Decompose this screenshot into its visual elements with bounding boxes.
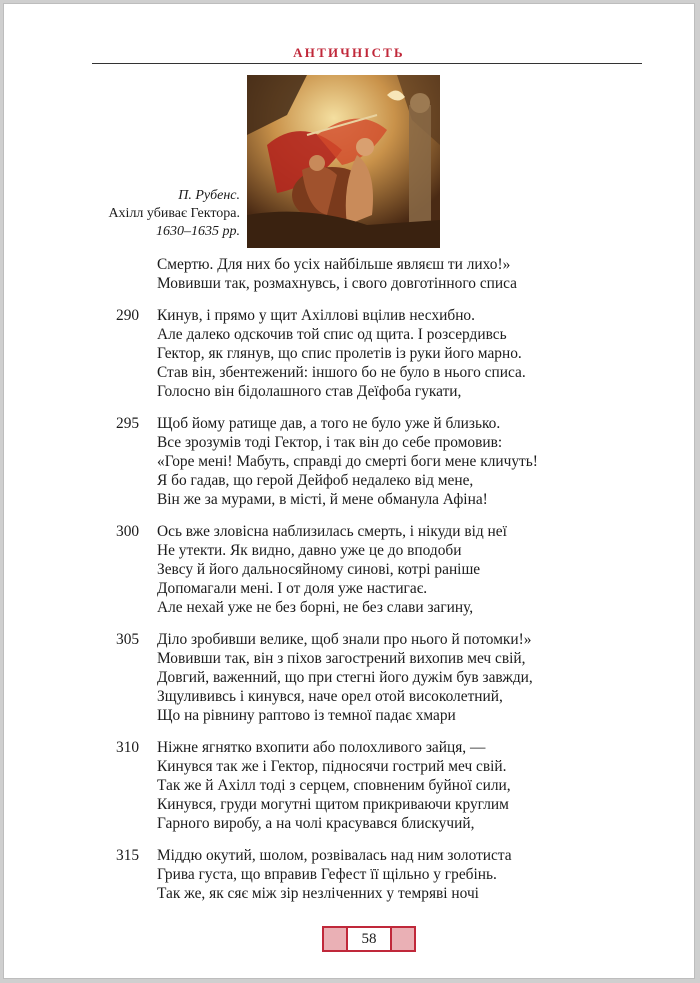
poem-line xyxy=(4,325,694,344)
header-rule xyxy=(92,63,642,64)
poem-line-text: Допомагали мені. І от доля уже настигає. xyxy=(157,580,428,597)
poem-line xyxy=(4,738,694,757)
line-number: 295 xyxy=(116,415,140,432)
poem-line xyxy=(4,630,694,649)
poem-line-text: Міддю окутий, шолом, розвівалась над ним золотиста xyxy=(157,847,512,864)
line-number: 315 xyxy=(116,847,140,864)
poem-line-text: Зевсу й його дальносяйному синові, котрі раніше xyxy=(157,561,481,578)
page-number-box xyxy=(322,926,416,951)
poem-line xyxy=(4,344,694,363)
poem-line xyxy=(4,363,694,382)
poem-line-text: Мовивши так, розмахнувсь, і свого довготінного списа xyxy=(157,275,517,292)
poem-line-text: Кинувся, груди могутні щитом прикриваючи круглим xyxy=(157,796,509,813)
poem-line-text: Так же й Ахілл тоді з серцем, сповненим буйної сили, xyxy=(157,777,511,794)
poem-line xyxy=(4,274,694,293)
poem-line xyxy=(4,757,694,776)
line-number: 310 xyxy=(116,739,140,756)
poem-line xyxy=(4,560,694,579)
poem-line-text: Я бо гадав, що герой Дейфоб недалеко від мене, xyxy=(157,472,474,489)
caption-date: 1630–1635 рр. xyxy=(156,224,240,239)
poem-line xyxy=(4,541,694,560)
poem-line-text: Мовивши так, він з піхов загострений вихопив меч свій, xyxy=(157,650,526,667)
poem-line-text: Довгий, важенний, що при стегні його дужім був завжди, xyxy=(157,669,533,686)
poem-line xyxy=(4,884,694,903)
running-header: АНТИЧНІСТЬ xyxy=(293,45,405,60)
poem-line-text: Так же, як сяє між зір незліченних у темряві ночі xyxy=(157,885,479,902)
poem-line-text: «Горе мені! Мабуть, справді до смерті боги мене кличуть! xyxy=(157,453,538,470)
poem-line xyxy=(4,814,694,833)
poem-line-text: Зщулививсь і кинувся, наче орел отой високолетний, xyxy=(157,688,503,705)
caption-title: Ахілл убиває Гектора. xyxy=(108,206,240,221)
footer-right-box xyxy=(390,926,416,952)
poem-line xyxy=(4,706,694,725)
poem-line xyxy=(4,846,694,865)
poem-line xyxy=(4,795,694,814)
poem-line xyxy=(4,649,694,668)
poem-line-text: Кинувся так же і Гектор, підносячи гострий меч свій. xyxy=(157,758,507,775)
stanza-gap xyxy=(4,725,694,738)
poem-line xyxy=(4,255,694,274)
line-number: 290 xyxy=(116,307,140,324)
poem-line xyxy=(4,668,694,687)
poem-line xyxy=(4,687,694,706)
poem-line xyxy=(4,598,694,617)
footer-left-box xyxy=(322,926,348,952)
poem-text xyxy=(4,255,694,903)
poem-line xyxy=(4,776,694,795)
stanza-gap xyxy=(4,833,694,846)
poem-line-text: Ніжне ягнятко вхопити або полохливого зайця, — xyxy=(157,739,486,756)
poem-line-text: Щоб йому ратище дав, а того не було уже й близько. xyxy=(157,415,501,432)
page-number: 58 xyxy=(347,926,391,952)
stanza-gap xyxy=(4,293,694,306)
poem-line-text: Він же за мурами, в місті, й мене обманула Афіна! xyxy=(157,491,488,508)
poem-line xyxy=(4,522,694,541)
poem-line xyxy=(4,306,694,325)
stanza-gap xyxy=(4,401,694,414)
page xyxy=(3,3,695,979)
poem-line-text: Ось вже зловісна наблизилась смерть, і нікуди від неї xyxy=(157,523,507,540)
stanza-gap xyxy=(4,509,694,522)
poem-line xyxy=(4,579,694,598)
poem-line xyxy=(4,490,694,509)
poem-line-text: Став він, збентежений: іншого бо не було в нього списа. xyxy=(157,364,526,381)
poem-line xyxy=(4,865,694,884)
poem-line-text: Що на рівнину раптово із темної падає хмари xyxy=(157,707,456,724)
poem-line xyxy=(4,414,694,433)
poem-line xyxy=(4,471,694,490)
line-number: 305 xyxy=(116,631,140,648)
poem-line xyxy=(4,452,694,471)
painting-image xyxy=(247,75,440,248)
caption-author: П. Рубенс. xyxy=(178,188,240,203)
poem-line-text: Гектор, як глянув, що спис пролетів із руки його марно. xyxy=(157,345,522,362)
stanza-gap xyxy=(4,617,694,630)
poem-line xyxy=(4,382,694,401)
poem-line-text: Але нехай уже не без борні, не без слави загину, xyxy=(157,599,474,616)
line-number: 300 xyxy=(116,523,140,540)
poem-line-text: Діло зробивши велике, щоб знали про нього й потомки!» xyxy=(157,631,532,648)
poem-line xyxy=(4,433,694,452)
poem-line-text: Смертю. Для них бо усіх найбільше являєш ти лихо!» xyxy=(157,256,511,273)
painting-caption xyxy=(74,187,240,241)
poem-line-text: Не утекти. Як видно, давно уже це до вподоби xyxy=(157,542,462,559)
poem-line-text: Грива густа, що вправив Гефест її щільно у гребінь. xyxy=(157,866,497,883)
poem-line-text: Голосно він бідолашного став Деїфоба гукати, xyxy=(157,383,462,400)
poem-line-text: Гарного виробу, а на чолі красувався блискучий, xyxy=(157,815,475,832)
poem-line-text: Кинув, і прямо у щит Ахіллові вцілив несхибно. xyxy=(157,307,475,324)
poem-line-text: Все зрозумів тоді Гектор, і так він до себе промовив: xyxy=(157,434,503,451)
poem-line-text: Але далеко одскочив той спис од щита. І розсердивсь xyxy=(157,326,507,343)
